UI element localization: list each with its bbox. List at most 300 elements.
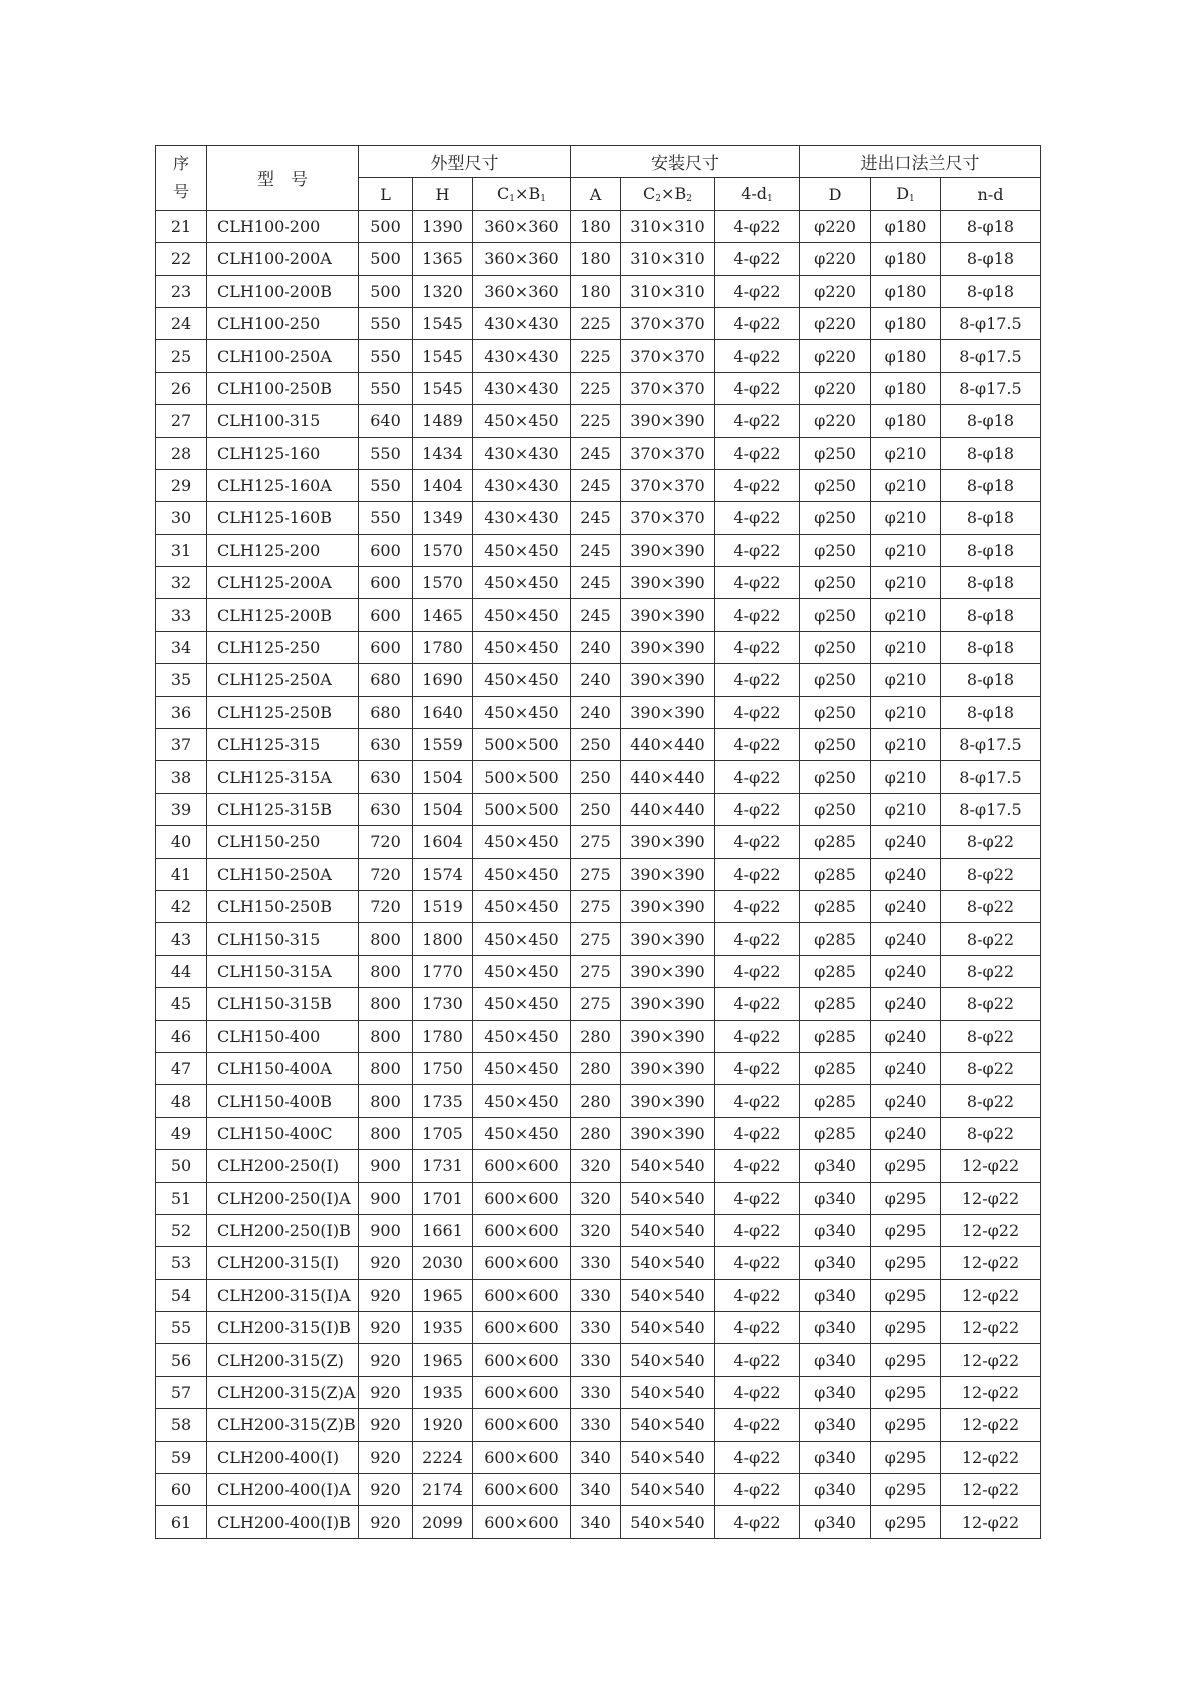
- cell-model: CLH125-200A: [207, 567, 359, 599]
- table-row: [156, 1279, 1041, 1311]
- cell-seq: 61: [156, 1506, 207, 1538]
- cell-H: 1661: [413, 1214, 473, 1246]
- cell-model: CLH125-250A: [207, 664, 359, 696]
- cell-seq: 47: [156, 1052, 207, 1084]
- cell-4d1: 4-φ22: [715, 1279, 800, 1311]
- cell-4d1: 4-φ22: [715, 1474, 800, 1506]
- cell-D1: φ210: [871, 437, 941, 469]
- table-header: [156, 146, 1041, 211]
- cell-A: 245: [571, 599, 621, 631]
- cell-A: 225: [571, 307, 621, 339]
- cell-L: 920: [359, 1376, 413, 1408]
- cell-C2B2: 310×310: [621, 243, 715, 275]
- cell-D: φ250: [800, 534, 871, 566]
- col-H-header: H: [413, 178, 473, 210]
- cell-C2B2: 370×370: [621, 502, 715, 534]
- cell-model: CLH100-250: [207, 307, 359, 339]
- cell-A: 180: [571, 243, 621, 275]
- table-row: [156, 1344, 1041, 1376]
- cell-D: φ285: [800, 1085, 871, 1117]
- cell-seq: 51: [156, 1182, 207, 1214]
- cell-C2B2: 440×440: [621, 761, 715, 793]
- cell-seq: 45: [156, 988, 207, 1020]
- cell-C2B2: 540×540: [621, 1474, 715, 1506]
- cell-model: CLH125-200: [207, 534, 359, 566]
- cell-model: CLH125-160: [207, 437, 359, 469]
- table-row: [156, 599, 1041, 631]
- cell-seq: 30: [156, 502, 207, 534]
- cell-A: 250: [571, 761, 621, 793]
- cell-nd: 8-φ22: [941, 1085, 1041, 1117]
- cell-nd: 8-φ17.5: [941, 761, 1041, 793]
- cell-D: φ340: [800, 1506, 871, 1538]
- cell-C2B2: 390×390: [621, 1117, 715, 1149]
- cell-4d1: 4-φ22: [715, 729, 800, 761]
- cell-C2B2: 540×540: [621, 1182, 715, 1214]
- cell-A: 275: [571, 890, 621, 922]
- cell-H: 1570: [413, 534, 473, 566]
- cell-C2B2: 540×540: [621, 1409, 715, 1441]
- cell-D: φ340: [800, 1247, 871, 1279]
- cell-D1: φ210: [871, 729, 941, 761]
- cell-L: 720: [359, 826, 413, 858]
- cell-D1: φ180: [871, 405, 941, 437]
- cell-C2B2: 540×540: [621, 1376, 715, 1408]
- cell-4d1: 4-φ22: [715, 502, 800, 534]
- cell-4d1: 4-φ22: [715, 275, 800, 307]
- cell-L: 680: [359, 696, 413, 728]
- cell-C2B2: 390×390: [621, 599, 715, 631]
- cell-H: 1504: [413, 793, 473, 825]
- table-row: [156, 1214, 1041, 1246]
- cell-seq: 49: [156, 1117, 207, 1149]
- cell-D: φ220: [800, 340, 871, 372]
- cell-C2B2: 390×390: [621, 696, 715, 728]
- cell-seq: 26: [156, 372, 207, 404]
- cell-model: CLH200-250(I)B: [207, 1214, 359, 1246]
- cell-model: CLH100-200B: [207, 275, 359, 307]
- cell-A: 280: [571, 1117, 621, 1149]
- cell-model: CLH200-315(I)A: [207, 1279, 359, 1311]
- cell-D: φ340: [800, 1150, 871, 1182]
- cell-nd: 8-φ18: [941, 405, 1041, 437]
- cell-C2B2: 370×370: [621, 437, 715, 469]
- cell-seq: 33: [156, 599, 207, 631]
- cell-seq: 55: [156, 1312, 207, 1344]
- cell-H: 1965: [413, 1344, 473, 1376]
- cell-model: CLH150-250A: [207, 858, 359, 890]
- cell-4d1: 4-φ22: [715, 534, 800, 566]
- cell-H: 1320: [413, 275, 473, 307]
- cell-C1B1: 600×600: [473, 1312, 571, 1344]
- cell-nd: 8-φ22: [941, 955, 1041, 987]
- cell-H: 1574: [413, 858, 473, 890]
- cell-A: 330: [571, 1247, 621, 1279]
- cell-model: CLH200-315(I)B: [207, 1312, 359, 1344]
- cell-L: 800: [359, 955, 413, 987]
- cell-model: CLH150-250: [207, 826, 359, 858]
- cell-C1B1: 450×450: [473, 826, 571, 858]
- cell-H: 1965: [413, 1279, 473, 1311]
- cell-seq: 24: [156, 307, 207, 339]
- table-row: [156, 1182, 1041, 1214]
- cell-D1: φ210: [871, 664, 941, 696]
- cell-A: 245: [571, 567, 621, 599]
- cell-H: 1935: [413, 1312, 473, 1344]
- cell-4d1: 4-φ22: [715, 793, 800, 825]
- cell-seq: 59: [156, 1441, 207, 1473]
- cell-H: 1701: [413, 1182, 473, 1214]
- cell-L: 550: [359, 340, 413, 372]
- table-row: [156, 1150, 1041, 1182]
- cell-seq: 21: [156, 210, 207, 242]
- cell-D: φ285: [800, 890, 871, 922]
- cell-C1B1: 600×600: [473, 1409, 571, 1441]
- cell-D1: φ180: [871, 243, 941, 275]
- cell-nd: 12-φ22: [941, 1344, 1041, 1376]
- cell-4d1: 4-φ22: [715, 988, 800, 1020]
- cell-C1B1: 430×430: [473, 437, 571, 469]
- cell-D: φ250: [800, 664, 871, 696]
- cell-H: 1545: [413, 307, 473, 339]
- flange-dimensions-header: 进出口法兰尺寸: [800, 146, 1041, 178]
- cell-H: 1570: [413, 567, 473, 599]
- cell-D1: φ240: [871, 826, 941, 858]
- cell-nd: 8-φ17.5: [941, 729, 1041, 761]
- cell-D1: φ210: [871, 696, 941, 728]
- table-row: [156, 405, 1041, 437]
- cell-C1B1: 600×600: [473, 1474, 571, 1506]
- cell-4d1: 4-φ22: [715, 1344, 800, 1376]
- cell-C2B2: 390×390: [621, 858, 715, 890]
- cell-A: 240: [571, 631, 621, 663]
- table-row: [156, 502, 1041, 534]
- cell-C2B2: 540×540: [621, 1506, 715, 1538]
- cell-H: 1545: [413, 340, 473, 372]
- cell-A: 280: [571, 1020, 621, 1052]
- cell-model: CLH125-160B: [207, 502, 359, 534]
- cell-H: 1559: [413, 729, 473, 761]
- cell-4d1: 4-φ22: [715, 664, 800, 696]
- cell-D1: φ240: [871, 955, 941, 987]
- cell-nd: 8-φ18: [941, 502, 1041, 534]
- cell-C1B1: 450×450: [473, 858, 571, 890]
- cell-nd: 12-φ22: [941, 1247, 1041, 1279]
- cell-D1: φ240: [871, 1117, 941, 1149]
- table-row: [156, 858, 1041, 890]
- cell-H: 1770: [413, 955, 473, 987]
- cell-4d1: 4-φ22: [715, 955, 800, 987]
- cell-seq: 36: [156, 696, 207, 728]
- cell-L: 800: [359, 1052, 413, 1084]
- cell-C1B1: 450×450: [473, 567, 571, 599]
- cell-C1B1: 450×450: [473, 890, 571, 922]
- table-row: [156, 534, 1041, 566]
- cell-A: 330: [571, 1376, 621, 1408]
- cell-D1: φ210: [871, 469, 941, 501]
- table-row: [156, 1441, 1041, 1473]
- cell-model: CLH200-315(Z): [207, 1344, 359, 1376]
- cell-C2B2: 390×390: [621, 664, 715, 696]
- cell-4d1: 4-φ22: [715, 599, 800, 631]
- cell-D1: φ295: [871, 1312, 941, 1344]
- cell-seq: 41: [156, 858, 207, 890]
- cell-C1B1: 450×450: [473, 696, 571, 728]
- cell-4d1: 4-φ22: [715, 1085, 800, 1117]
- cell-C1B1: 500×500: [473, 729, 571, 761]
- cell-4d1: 4-φ22: [715, 340, 800, 372]
- cell-C2B2: 390×390: [621, 405, 715, 437]
- cell-D1: φ210: [871, 567, 941, 599]
- cell-nd: 8-φ18: [941, 567, 1041, 599]
- cell-nd: 8-φ17.5: [941, 307, 1041, 339]
- cell-model: CLH200-400(I)A: [207, 1474, 359, 1506]
- cell-D1: φ240: [871, 1020, 941, 1052]
- cell-model: CLH200-250(I)A: [207, 1182, 359, 1214]
- cell-A: 275: [571, 923, 621, 955]
- table-row: [156, 1506, 1041, 1538]
- cell-D1: φ240: [871, 988, 941, 1020]
- cell-D: φ285: [800, 955, 871, 987]
- cell-D: φ285: [800, 1117, 871, 1149]
- cell-model: CLH100-200A: [207, 243, 359, 275]
- cell-L: 720: [359, 858, 413, 890]
- cell-H: 1640: [413, 696, 473, 728]
- cell-H: 1365: [413, 243, 473, 275]
- cell-D: φ220: [800, 372, 871, 404]
- cell-C2B2: 390×390: [621, 534, 715, 566]
- cell-seq: 34: [156, 631, 207, 663]
- cell-C2B2: 440×440: [621, 793, 715, 825]
- cell-C2B2: 540×540: [621, 1214, 715, 1246]
- cell-L: 920: [359, 1409, 413, 1441]
- cell-L: 720: [359, 890, 413, 922]
- cell-model: CLH125-200B: [207, 599, 359, 631]
- cell-D: φ220: [800, 275, 871, 307]
- cell-A: 275: [571, 826, 621, 858]
- cell-C1B1: 500×500: [473, 761, 571, 793]
- cell-4d1: 4-φ22: [715, 1376, 800, 1408]
- cell-nd: 8-φ18: [941, 599, 1041, 631]
- cell-4d1: 4-φ22: [715, 890, 800, 922]
- cell-L: 630: [359, 729, 413, 761]
- cell-C2B2: 540×540: [621, 1247, 715, 1279]
- cell-seq: 50: [156, 1150, 207, 1182]
- cell-H: 1390: [413, 210, 473, 242]
- cell-nd: 8-φ18: [941, 437, 1041, 469]
- cell-seq: 56: [156, 1344, 207, 1376]
- table-row: [156, 1052, 1041, 1084]
- table-row: [156, 340, 1041, 372]
- table-row: [156, 243, 1041, 275]
- cell-seq: 39: [156, 793, 207, 825]
- cell-4d1: 4-φ22: [715, 567, 800, 599]
- table-row: [156, 826, 1041, 858]
- cell-C1B1: 450×450: [473, 1117, 571, 1149]
- cell-L: 640: [359, 405, 413, 437]
- cell-nd: 12-φ22: [941, 1312, 1041, 1344]
- cell-4d1: 4-φ22: [715, 1247, 800, 1279]
- cell-nd: 8-φ22: [941, 826, 1041, 858]
- cell-C2B2: 370×370: [621, 307, 715, 339]
- cell-nd: 12-φ22: [941, 1506, 1041, 1538]
- cell-L: 900: [359, 1150, 413, 1182]
- cell-nd: 8-φ18: [941, 469, 1041, 501]
- outer-dimensions-header: 外型尺寸: [359, 146, 571, 178]
- cell-C1B1: 600×600: [473, 1214, 571, 1246]
- cell-4d1: 4-φ22: [715, 696, 800, 728]
- cell-seq: 43: [156, 923, 207, 955]
- cell-H: 2174: [413, 1474, 473, 1506]
- col-4d1-header: $4-d_1$: [715, 178, 800, 210]
- cell-D: φ250: [800, 793, 871, 825]
- cell-A: 280: [571, 1085, 621, 1117]
- cell-D1: φ295: [871, 1441, 941, 1473]
- cell-L: 920: [359, 1474, 413, 1506]
- cell-model: CLH125-250: [207, 631, 359, 663]
- cell-C1B1: 450×450: [473, 664, 571, 696]
- cell-H: 1604: [413, 826, 473, 858]
- cell-D1: φ295: [871, 1474, 941, 1506]
- cell-4d1: 4-φ22: [715, 1052, 800, 1084]
- cell-D1: φ240: [871, 1085, 941, 1117]
- table-row: [156, 664, 1041, 696]
- cell-D: φ285: [800, 858, 871, 890]
- cell-C1B1: 600×600: [473, 1506, 571, 1538]
- cell-D: φ250: [800, 761, 871, 793]
- table-row: [156, 437, 1041, 469]
- cell-A: 240: [571, 664, 621, 696]
- install-dimensions-header: 安装尺寸: [571, 146, 800, 178]
- cell-nd: 12-φ22: [941, 1376, 1041, 1408]
- cell-C1B1: 360×360: [473, 243, 571, 275]
- cell-L: 500: [359, 275, 413, 307]
- cell-C2B2: 310×310: [621, 275, 715, 307]
- cell-H: 1935: [413, 1376, 473, 1408]
- cell-nd: 8-φ18: [941, 631, 1041, 663]
- cell-A: 330: [571, 1344, 621, 1376]
- cell-L: 920: [359, 1344, 413, 1376]
- cell-C1B1: 450×450: [473, 1052, 571, 1084]
- cell-L: 920: [359, 1441, 413, 1473]
- cell-nd: 8-φ22: [941, 988, 1041, 1020]
- cell-D1: φ295: [871, 1409, 941, 1441]
- cell-seq: 60: [156, 1474, 207, 1506]
- cell-D: φ340: [800, 1344, 871, 1376]
- col-A-header: A: [571, 178, 621, 210]
- cell-L: 630: [359, 761, 413, 793]
- cell-seq: 32: [156, 567, 207, 599]
- cell-H: 1504: [413, 761, 473, 793]
- cell-model: CLH150-400C: [207, 1117, 359, 1149]
- cell-L: 900: [359, 1182, 413, 1214]
- model-header: 型 号: [207, 146, 359, 211]
- cell-C1B1: 450×450: [473, 534, 571, 566]
- cell-L: 900: [359, 1214, 413, 1246]
- cell-D: φ220: [800, 243, 871, 275]
- col-D1-header: $D_1$: [871, 178, 941, 210]
- cell-D1: φ240: [871, 858, 941, 890]
- cell-A: 180: [571, 210, 621, 242]
- cell-4d1: 4-φ22: [715, 437, 800, 469]
- cell-H: 1465: [413, 599, 473, 631]
- cell-model: CLH150-250B: [207, 890, 359, 922]
- cell-H: 2030: [413, 1247, 473, 1279]
- cell-4d1: 4-φ22: [715, 1020, 800, 1052]
- cell-A: 330: [571, 1409, 621, 1441]
- cell-A: 280: [571, 1052, 621, 1084]
- cell-seq: 22: [156, 243, 207, 275]
- cell-C2B2: 370×370: [621, 372, 715, 404]
- cell-model: CLH200-315(Z)B: [207, 1409, 359, 1441]
- cell-D: φ250: [800, 729, 871, 761]
- cell-seq: 53: [156, 1247, 207, 1279]
- cell-nd: 8-φ18: [941, 534, 1041, 566]
- cell-nd: 8-φ22: [941, 923, 1041, 955]
- cell-C2B2: 540×540: [621, 1344, 715, 1376]
- cell-4d1: 4-φ22: [715, 469, 800, 501]
- cell-seq: 44: [156, 955, 207, 987]
- cell-C1B1: 600×600: [473, 1182, 571, 1214]
- cell-D1: φ210: [871, 793, 941, 825]
- cell-nd: 8-φ17.5: [941, 793, 1041, 825]
- cell-model: CLH200-400(I): [207, 1441, 359, 1473]
- cell-seq: 57: [156, 1376, 207, 1408]
- cell-D1: φ180: [871, 340, 941, 372]
- cell-D: φ220: [800, 307, 871, 339]
- cell-nd: 8-φ18: [941, 243, 1041, 275]
- col-L-header: L: [359, 178, 413, 210]
- cell-H: 1545: [413, 372, 473, 404]
- cell-C1B1: 450×450: [473, 631, 571, 663]
- cell-L: 920: [359, 1279, 413, 1311]
- cell-H: 1800: [413, 923, 473, 955]
- cell-C2B2: 390×390: [621, 1020, 715, 1052]
- cell-C1B1: 360×360: [473, 210, 571, 242]
- cell-L: 800: [359, 1085, 413, 1117]
- cell-model: CLH100-250A: [207, 340, 359, 372]
- cell-4d1: 4-φ22: [715, 1150, 800, 1182]
- cell-H: 1404: [413, 469, 473, 501]
- cell-model: CLH125-315A: [207, 761, 359, 793]
- cell-A: 320: [571, 1182, 621, 1214]
- cell-D: φ250: [800, 696, 871, 728]
- cell-model: CLH200-315(I): [207, 1247, 359, 1279]
- cell-4d1: 4-φ22: [715, 210, 800, 242]
- table-row: [156, 729, 1041, 761]
- cell-model: CLH200-315(Z)A: [207, 1376, 359, 1408]
- cell-D: φ285: [800, 826, 871, 858]
- cell-L: 550: [359, 437, 413, 469]
- cell-model: CLH150-315A: [207, 955, 359, 987]
- cell-C1B1: 450×450: [473, 599, 571, 631]
- cell-4d1: 4-φ22: [715, 1182, 800, 1214]
- cell-D: φ340: [800, 1279, 871, 1311]
- cell-L: 500: [359, 243, 413, 275]
- cell-D: φ340: [800, 1214, 871, 1246]
- cell-model: CLH125-160A: [207, 469, 359, 501]
- cell-seq: 28: [156, 437, 207, 469]
- cell-C1B1: 500×500: [473, 793, 571, 825]
- cell-L: 600: [359, 567, 413, 599]
- cell-C1B1: 430×430: [473, 502, 571, 534]
- cell-D: φ220: [800, 210, 871, 242]
- cell-H: 1780: [413, 631, 473, 663]
- cell-D1: φ210: [871, 599, 941, 631]
- cell-nd: 8-φ18: [941, 275, 1041, 307]
- cell-model: CLH200-250(I): [207, 1150, 359, 1182]
- cell-seq: 37: [156, 729, 207, 761]
